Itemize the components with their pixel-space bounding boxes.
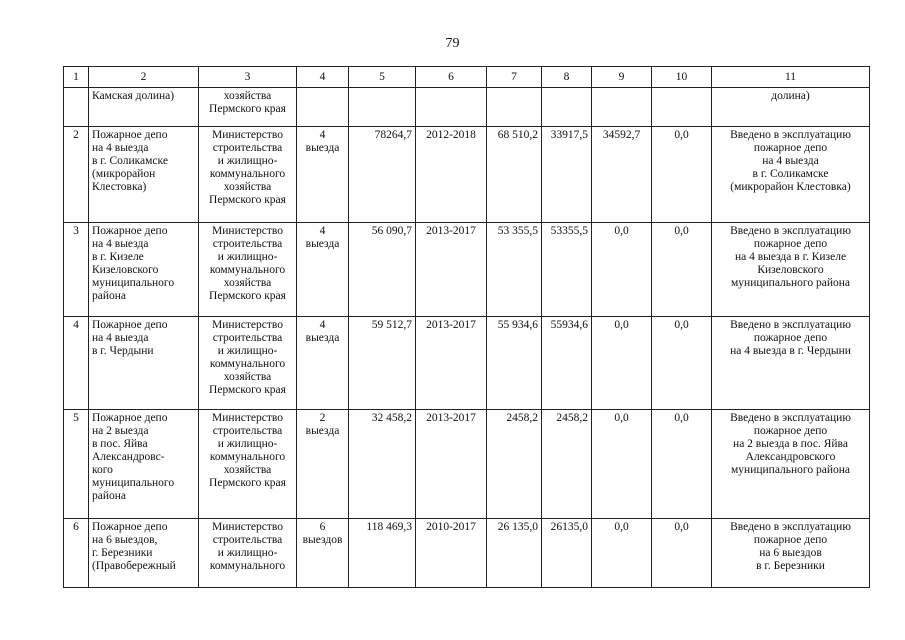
cell-col7: 26 135,0 [487,519,542,588]
cell-result: Введено в эксплуатацию пожарное депо на 6 выездов в г. Березники [712,519,870,588]
header-cell: 2 [89,67,199,88]
table-row [64,317,870,410]
cell-col10: 0,0 [652,127,712,223]
cell-ministry: Министерство строительства и жилищно- коммунального хозяйства Пермского края [199,410,297,519]
cell-period: 2013-2017 [416,317,487,410]
cell-col7: 2458,2 [487,410,542,519]
cell-capacity: 4 выезда [297,223,349,317]
cell-object-name: Пожарное депо на 4 выезда в г. Чердыни [89,317,199,410]
cell-num: 2 [64,127,89,223]
cell-col7: 68 510,2 [487,127,542,223]
cell-col10: 0,0 [652,519,712,588]
cell-ministry: Министерство строительства и жилищно- коммунального хозяйства Пермского края [199,317,297,410]
continuation-row [64,88,870,127]
header-cell: 8 [542,67,592,88]
cell-object-name: Пожарное депо на 4 выезда в г. Соликамске (микрорайон Клестовка) [89,127,199,223]
header-cell: 9 [592,67,652,88]
cell-period: 2013-2017 [416,223,487,317]
cell-cost: 59 512,7 [349,317,416,410]
cell-capacity: 2 выезда [297,410,349,519]
cell-col8: 2458,2 [542,410,592,519]
cell-period [416,88,487,127]
cell-col8: 55934,6 [542,317,592,410]
cell-col10: 0,0 [652,317,712,410]
cell-col9: 34592,7 [592,127,652,223]
table-row [64,519,870,588]
cell-num: 5 [64,410,89,519]
cell-num [64,88,89,127]
cell-result: Введено в эксплуатацию пожарное депо на 4 выезда в г. Чердыни [712,317,870,410]
cell-col8: 53355,5 [542,223,592,317]
cell-capacity: 4 выезда [297,127,349,223]
program-table [63,66,870,588]
cell-col9: 0,0 [592,223,652,317]
cell-ministry: Министерство строительства и жилищно- коммунального хозяйства Пермского края [199,223,297,317]
cell-result: Введено в эксплуатацию пожарное депо на 2 выезда в пос. Яйва Александровского муниципального района [712,410,870,519]
cell-col10 [652,88,712,127]
cell-col7: 55 934,6 [487,317,542,410]
header-cell: 11 [712,67,870,88]
cell-object-name: Пожарное депо на 2 выезда в пос. Яйва Александровс- кого муниципального района [89,410,199,519]
cell-ministry: хозяйства Пермского края [199,88,297,127]
header-cell: 10 [652,67,712,88]
cell-result: долина) [712,88,870,127]
cell-object-name: Пожарное депо на 6 выездов, г. Березники (Правобережный [89,519,199,588]
header-cell: 3 [199,67,297,88]
header-cell: 5 [349,67,416,88]
page-number: 79 [445,36,460,51]
cell-col10: 0,0 [652,410,712,519]
cell-col9 [592,88,652,127]
cell-capacity [297,88,349,127]
cell-num: 6 [64,519,89,588]
header-cell: 1 [64,67,89,88]
table-row [64,410,870,519]
cell-ministry: Министерство строительства и жилищно- коммунального [199,519,297,588]
cell-period: 2013-2017 [416,410,487,519]
cell-col7: 53 355,5 [487,223,542,317]
cell-col10: 0,0 [652,223,712,317]
cell-col9: 0,0 [592,410,652,519]
cell-period: 2012-2018 [416,127,487,223]
cell-col9: 0,0 [592,317,652,410]
cell-result: Введено в эксплуатацию пожарное депо на 4 выезда в г. Кизеле Кизеловского муниципального района [712,223,870,317]
cell-capacity: 4 выезда [297,317,349,410]
cell-cost [349,88,416,127]
cell-col8: 33917,5 [542,127,592,223]
cell-cost: 78264,7 [349,127,416,223]
cell-cost: 118 469,3 [349,519,416,588]
table-header-row [64,67,870,88]
cell-col7 [487,88,542,127]
cell-cost: 32 458,2 [349,410,416,519]
cell-object-name: Камская долина) [89,88,199,127]
cell-object-name: Пожарное депо на 4 выезда в г. Кизеле Кизеловского муниципального района [89,223,199,317]
header-cell: 7 [487,67,542,88]
cell-period: 2010-2017 [416,519,487,588]
cell-col8 [542,88,592,127]
cell-num: 3 [64,223,89,317]
cell-ministry: Министерство строительства и жилищно- коммунального хозяйства Пермского края [199,127,297,223]
cell-result: Введено в эксплуатацию пожарное депо на 4 выезда в г. Соликамске (микрорайон Клестовка) [712,127,870,223]
header-cell: 6 [416,67,487,88]
cell-num: 4 [64,317,89,410]
header-cell: 4 [297,67,349,88]
cell-col9: 0,0 [592,519,652,588]
cell-col8: 26135,0 [542,519,592,588]
table-row [64,223,870,317]
cell-cost: 56 090,7 [349,223,416,317]
cell-capacity: 6 выездов [297,519,349,588]
table-row [64,127,870,223]
